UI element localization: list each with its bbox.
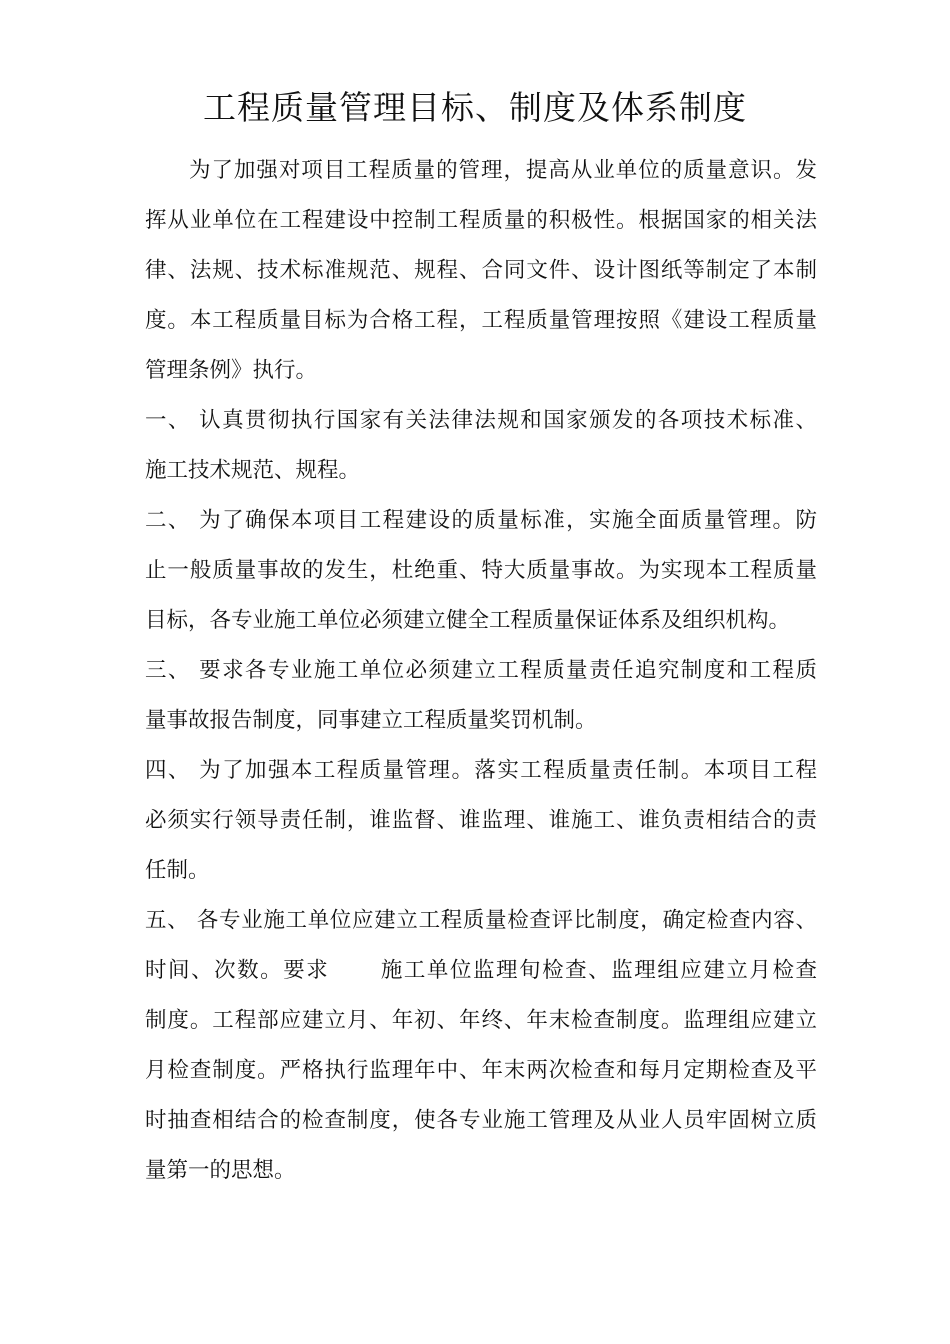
item2-line-3: 目标，各专业施工单位必须建立健全工程质量保证体系及组织机构。 xyxy=(145,608,791,633)
item4-line-3: 任制。 xyxy=(145,858,210,883)
item3-line-2: 量事故报告制度，同事建立工程质量奖罚机制。 xyxy=(145,708,597,733)
item5-line-5: 时抽查相结合的检查制度，使各专业施工管理及从业人员牢固树立质 xyxy=(145,1108,817,1133)
intro-line-2: 挥从业单位在工程建设中控制工程质量的积极性。根据国家的相关法 xyxy=(145,208,817,233)
item5-line-4: 月检查制度。严格执行监理年中、年末两次检查和每月定期检查及平 xyxy=(145,1058,817,1083)
item1-line-1: 一、 认真贯彻执行国家有关法律法规和国家颁发的各项技术标准、 xyxy=(145,408,817,433)
item4-line-1: 四、 为了加强本工程质量管理。落实工程质量责任制。本项目工程 xyxy=(145,758,817,783)
item5-line-2-part-a: 时间、次数。要求 xyxy=(145,958,330,983)
intro-line-5: 管理条例》执行。 xyxy=(145,358,318,383)
item5-line-3: 制度。工程部应建立月、年初、年终、年末检查制度。监理组应建立 xyxy=(145,1008,817,1033)
intro-line-4: 度。本工程质量目标为合格工程，工程质量管理按照《建设工程质量 xyxy=(145,308,817,333)
item5-line-2 xyxy=(145,946,817,996)
document-title: 工程质量管理目标、制度及体系制度 xyxy=(203,88,747,127)
item5-line-6: 量第一的思想。 xyxy=(145,1158,296,1183)
item2-line-1: 二、 为了确保本项目工程建设的质量标准，实施全面质量管理。防 xyxy=(145,508,817,533)
item5-line-1: 五、 各专业施工单位应建立工程质量检查评比制度，确定检查内容、 xyxy=(145,908,817,933)
intro-line-3: 律、法规、技术标准规范、规程、合同文件、设计图纸等制定了本制 xyxy=(145,258,817,283)
item5-line-2-part-b: 施工单位监理旬检查、监理组应建立月检查 xyxy=(379,958,817,983)
item3-line-1: 三、 要求各专业施工单位必须建立工程质量责任追究制度和工程质 xyxy=(145,658,817,683)
item1-line-2: 施工技术规范、规程。 xyxy=(145,458,361,483)
item4-line-2: 必须实行领导责任制，谁监督、谁监理、谁施工、谁负责相结合的责 xyxy=(145,808,817,833)
intro-line-1: 为了加强对项目工程质量的管理，提高从业单位的质量意识。发 xyxy=(189,158,817,183)
item2-line-2: 止一般质量事故的发生，杜绝重、特大质量事故。为实现本工程质量 xyxy=(145,558,817,583)
